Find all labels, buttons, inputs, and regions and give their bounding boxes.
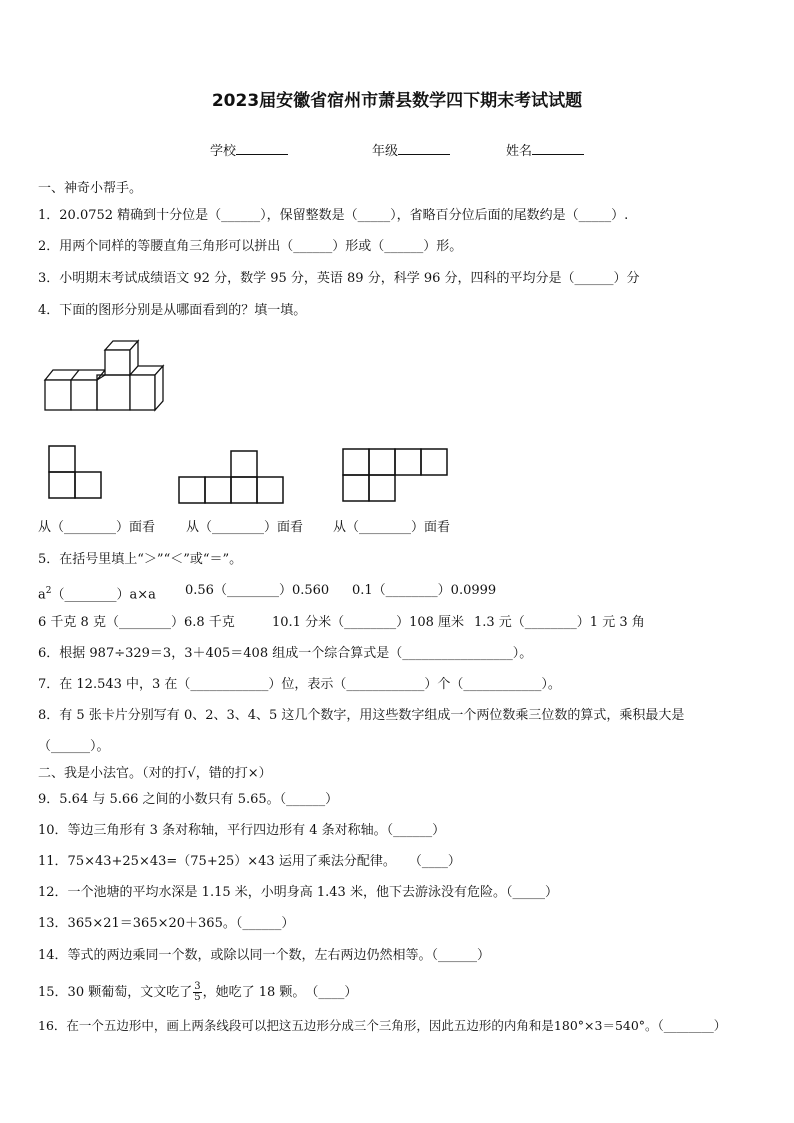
view-label-3: 从（________）面看 (333, 520, 451, 535)
question-4: 4．下面的图形分别是从哪面看到的？填一填。 (38, 303, 307, 318)
question-1: 1．20.0752 精确到十分位是（______），保留整数是（_____），省略百分位后面的尾数约是（_____）. (38, 208, 629, 223)
question-11: 11．75×43+25×43=（75+25）×43 运用了乘法分配律。 （____） (38, 854, 461, 869)
q5-compare-5: 10.1 分米（________）108 厘米 (272, 615, 465, 630)
section-1-heading: 一、神奇小帮手。 (38, 181, 143, 196)
name-field (506, 140, 584, 159)
grade-blank[interactable] (398, 142, 450, 155)
q5-compare-1-exponent: 2 (45, 586, 52, 596)
q5-compare-3: 0.1（________）0.0999 (352, 583, 497, 598)
q5-compare-1 (38, 582, 156, 604)
question-2: 2．用两个同样的等腰直角三角形可以拼出（______）形或（______）形。 (38, 239, 463, 254)
question-6: 6．根据 987÷329＝3，3＋405＝408 组成一个综合算式是（_________________）。 (38, 646, 533, 661)
question-14: 14．等式的两边乘同一个数，或除以同一个数，左右两边仍然相等。（______） (38, 948, 491, 963)
question-13: 13．365×21＝365×20＋365。（______） (38, 916, 295, 931)
view-figure-1 (46, 443, 106, 503)
fraction-numerator: 3 (194, 981, 201, 992)
question-8-continued: （______）。 (38, 739, 110, 754)
view-figure-2 (176, 448, 286, 506)
page-title: 2023届安徽省宿州市萧县数学四下期末考试试题 (211, 91, 583, 111)
q5-compare-4: 6 千克 8 克（________）6.8 千克 (38, 615, 235, 630)
fraction (193, 982, 201, 1003)
question-3: 3．小明期末考试成绩语文 92 分，数学 95 分，英语 89 分，科学 96 分，四科的平均分是（______）分 (38, 271, 640, 286)
question-12: 12．一个池塘的平均水深是 1.15 米，小明身高 1.43 米，他下去游泳没有危险。（_____） (38, 885, 558, 900)
name-blank[interactable] (532, 142, 584, 155)
grade-label: 年级 (372, 144, 399, 159)
question-15 (38, 982, 357, 1003)
view-figure-3 (340, 446, 450, 504)
cube-stack-figure (40, 338, 170, 414)
question-8: 8．有 5 张卡片分别写有 0、2、3、4、5 这几个数字，用这些数字组成一个两位数乘三位数的算式，乘积最大是 (38, 708, 685, 723)
question-7: 7．在 12.543 中，3 在（____________）位，表示（____________）个（____________）。 (38, 677, 561, 692)
q5-compare-2: 0.56（________）0.560 (185, 583, 330, 598)
question-16: 16．在一个五边形中，画上两条线段可以把这五边形分成三个三角形，因此五边形的内角和是180°×3＝540°。（________） (38, 1018, 727, 1033)
view-label-1: 从（________）面看 (38, 520, 156, 535)
question-15-suffix: ，她吃了 18 颗。 （____） (202, 985, 358, 1000)
q5-compare-1-base: a (38, 587, 46, 603)
grade-field (372, 140, 450, 159)
fraction-denominator: 5 (194, 992, 201, 1003)
name-label: 姓名 (506, 144, 533, 159)
question-5: 5．在括号里填上“＞”“＜”或“＝”。 (38, 552, 243, 567)
question-10: 10．等边三角形有 3 条对称轴，平行四边形有 4 条对称轴。（______） (38, 823, 446, 838)
school-label: 学校 (210, 144, 237, 159)
question-9: 9．5.64 与 5.66 之间的小数只有 5.65。（______） (38, 792, 339, 807)
q5-compare-6: 1.3 元（________）1 元 3 角 (474, 615, 645, 630)
q5-compare-1-rest: （________）a×a (51, 587, 156, 603)
question-15-prefix: 15．30 颗葡萄，文文吃了 (38, 985, 193, 1000)
view-label-2: 从（________）面看 (186, 520, 304, 535)
school-field (210, 140, 288, 159)
school-blank[interactable] (236, 142, 288, 155)
section-2-heading: 二、我是小法官。（对的打√，错的打×） (38, 766, 272, 781)
